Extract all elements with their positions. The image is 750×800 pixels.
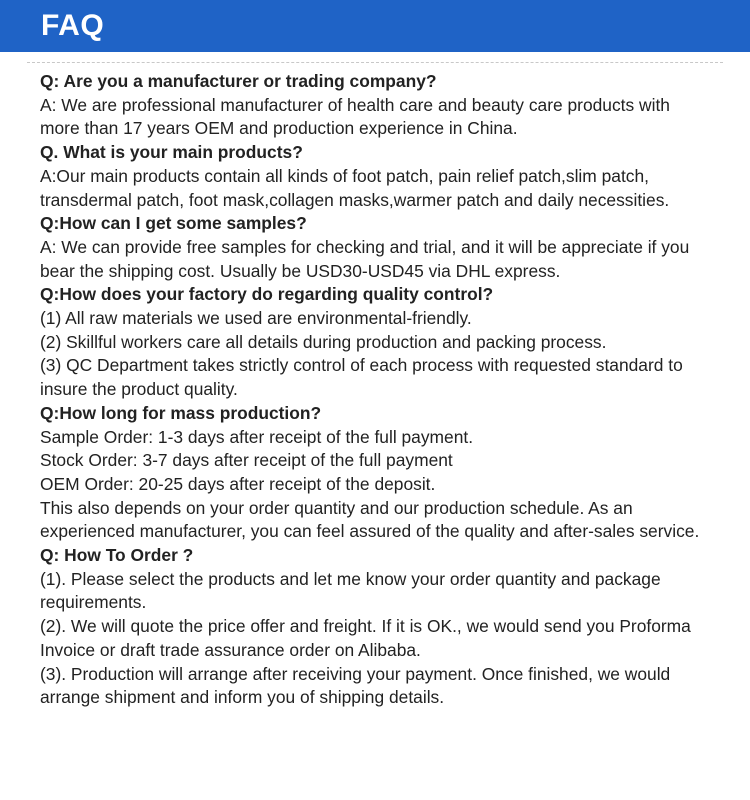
faq-question: Q: Are you a manufacturer or trading company? <box>40 71 437 91</box>
faq-item-how-to-order <box>40 544 712 710</box>
faq-answer: A: We are professional manufacturer of health care and beauty care products with more than 17 years OEM and production experience in China. <box>40 94 670 139</box>
faq-item-quality-control <box>40 283 712 402</box>
faq-question: Q:How does your factory do regarding quality control? <box>40 284 494 305</box>
faq-answer-line: Sample Order: 1-3 days after receipt of the full payment. <box>40 426 474 447</box>
faq-answer-line: OEM Order: 20-25 days after receipt of the deposit. <box>40 473 436 494</box>
faq-question: Q. What is your main products? <box>40 142 303 163</box>
faq-answer-line: (2) Skillful workers care all details during production and packing process. <box>40 331 607 352</box>
dashed-divider <box>27 62 723 63</box>
faq-answer-line: (1) All raw materials we used are environmental-friendly. <box>40 308 472 329</box>
page-title: FAQ <box>41 9 105 42</box>
faq-answer-line: (3) QC Department takes strictly control of each process with requested standard to insure the product quality. <box>40 355 683 400</box>
faq-item-mass-production <box>40 402 712 544</box>
faq-question: Q: How To Order ? <box>40 545 194 566</box>
faq-answer-line: Stock Order: 3-7 days after receipt of the full payment <box>40 450 453 471</box>
faq-answer-line: (3). Production will arrange after receiving your payment. Once finished, we would arrange shipment and inform you of shipping details. <box>40 663 671 708</box>
faq-answer: A: We can provide free samples for checking and trial, and it will be appreciate if you bear the shipping cost. Usually be USD30-USD45 via DHL express. <box>40 236 690 281</box>
faq-question: Q:How can I get some samples? <box>40 213 307 234</box>
faq-item-manufacturer <box>40 70 712 141</box>
faq-answer: A:Our main products contain all kinds of foot patch, pain relief patch,slim patch, transdermal patch, foot mask,collagen masks,warmer patch and daily necessities. <box>40 165 670 210</box>
faq-answer-line: (2). We will quote the price offer and freight. If it is OK., we would send you Proforma Invoice or draft trade assurance order on Alibaba. <box>40 616 691 660</box>
faq-answer-line: (1). Please select the products and let me know your order quantity and package requirements. <box>40 568 661 613</box>
faq-item-samples <box>40 212 712 283</box>
faq-header-bar <box>0 0 750 52</box>
faq-question: Q:How long for mass production? <box>40 402 322 423</box>
faq-item-main-products <box>40 141 712 212</box>
faq-answer-line: This also depends on your order quantity and our production schedule. As an experienced manufacturer, you can feel assured of the quality and after-sales service. <box>40 497 700 542</box>
faq-list <box>40 70 712 710</box>
